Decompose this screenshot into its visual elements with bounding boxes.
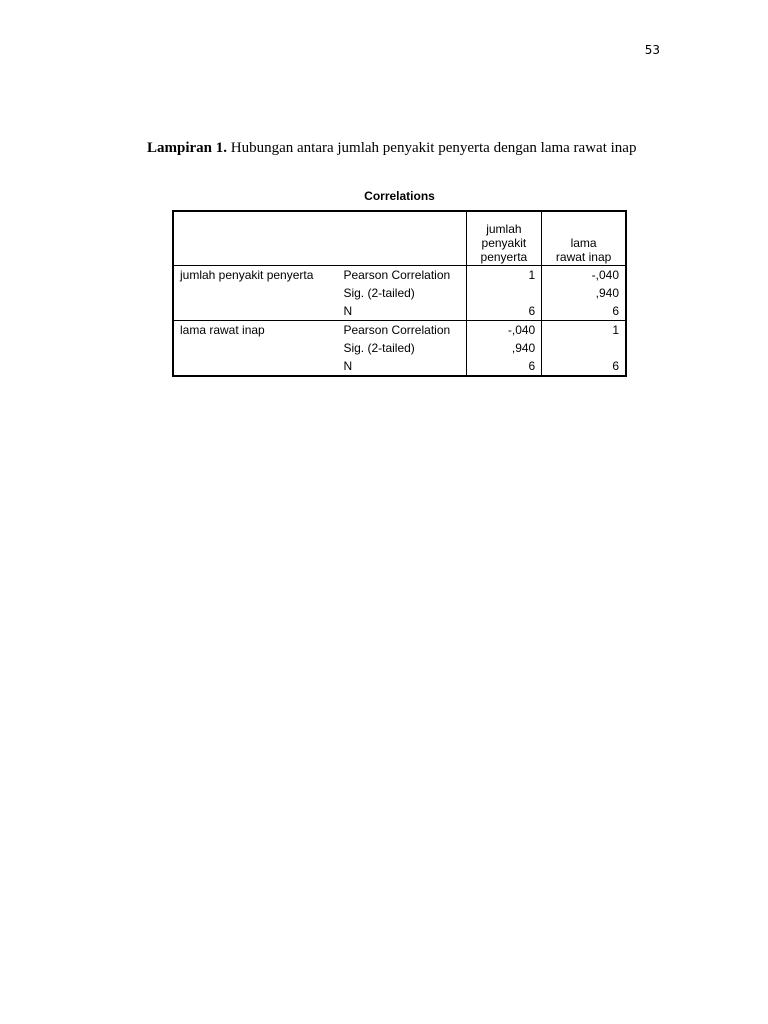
table-title: Correlations <box>364 189 435 203</box>
caption-text: Hubungan antara jumlah penyakit penyerta dengan lama rawat inap <box>227 140 637 156</box>
stat-label: Sig. (2-tailed) <box>343 286 415 300</box>
table-cell: 6 <box>466 302 542 321</box>
caption-label: Lampiran 1. <box>147 140 228 156</box>
table-cell: ,940 <box>542 284 626 302</box>
table-row <box>173 321 626 340</box>
table-cell: 1 <box>466 266 542 285</box>
table-cell: 1 <box>542 321 626 340</box>
table-cell <box>466 284 542 302</box>
row-variable-label: jumlah penyakit penyerta <box>173 266 337 321</box>
table-row <box>173 266 626 285</box>
row-variable-label: lama rawat inap <box>173 321 337 377</box>
table-cell: -,040 <box>542 266 626 285</box>
table-cell: 6 <box>542 302 626 321</box>
stat-label: N <box>343 304 353 318</box>
header-empty-cell <box>337 211 466 266</box>
table-cell: ,940 <box>466 339 542 357</box>
appendix-caption <box>147 140 636 157</box>
stat-label: Pearson Correlation <box>337 266 466 285</box>
column-header-lama-rawat-inap: lama rawat inap <box>542 211 626 266</box>
table-cell: 6 <box>542 357 626 376</box>
stat-label: N <box>343 359 353 373</box>
table-cell <box>542 339 626 357</box>
page-number: 53 <box>644 43 660 57</box>
column-header-jumlah-penyakit-penyerta: jumlah penyakit penyerta <box>466 211 542 266</box>
header-empty-cell <box>173 211 337 266</box>
stat-label: Sig. (2-tailed) <box>343 341 415 355</box>
table-header-row <box>173 211 626 266</box>
table-cell: -,040 <box>466 321 542 340</box>
stat-label: Pearson Correlation <box>337 321 466 340</box>
correlations-table <box>172 210 627 377</box>
table-cell: 6 <box>466 357 542 376</box>
